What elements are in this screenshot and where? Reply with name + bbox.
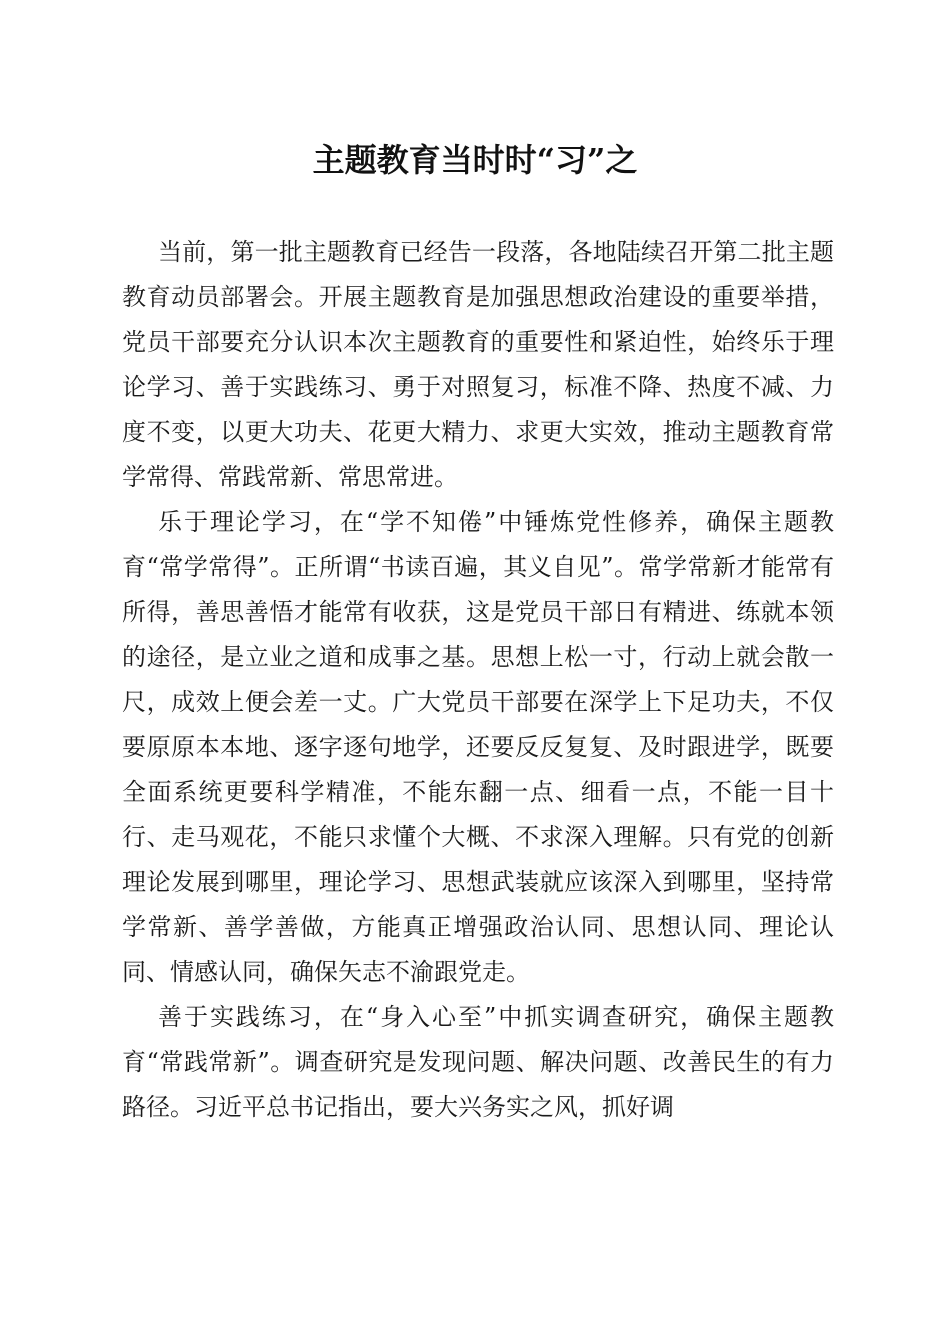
paragraph-intro: 当前，第一批主题教育已经告一段落，各地陆续召开第二批主题教育动员部署会。开展主题教育是加强思想政治建设的重要举措，党员干部要充分认识本次主题教育的重要性和紧迫性，始终乐于理论学习、善于实践练习、勇于对照复习，标准不降、热度不减、力度不变，以更大功夫、花更大精力、求更大实效，推动主题教育常学常得、常践常新、常思常进。 [122, 238, 834, 491]
paragraph-theory-study: 乐于理论学习，在“学不知倦”中锤炼党性修养，确保主题教育“常学常得”。正所谓“书读百遍，其义自见”。常学常新才能常有所得，善思善悟才能常有收获，这是党员干部日有精进、练就本领的途径，是立业之道和成事之基。思想上松一寸，行动上就会散一尺，成效上便会差一丈。广大党员干部要在深学上下足功夫，不仅要原原本本地、逐字逐句地学，还要反反复复、及时跟进学，既要全面系统更要科学精准，不能东翻一点、细看一点，不能一目十行、走马观花，不能只求懂个大概、不求深入理解。只有党的创新理论发展到哪里，理论学习、思想武装就应该深入到哪里，坚持常学常新、善学善做，方能真正增强政治认同、思想认同、理论认同、情感认同，确保矢志不渝跟党走。 [122, 508, 834, 986]
paragraph-practice: 善于实践练习，在“身入心至”中抓实调查研究，确保主题教育“常践常新”。调查研究是发现问题、解决问题、改善民生的有力路径。习近平总书记指出，要大兴务实之风，抓好调 [122, 1003, 834, 1121]
document-body [122, 230, 834, 1130]
document-title: 主题教育当时时“习”之 [312, 141, 638, 179]
